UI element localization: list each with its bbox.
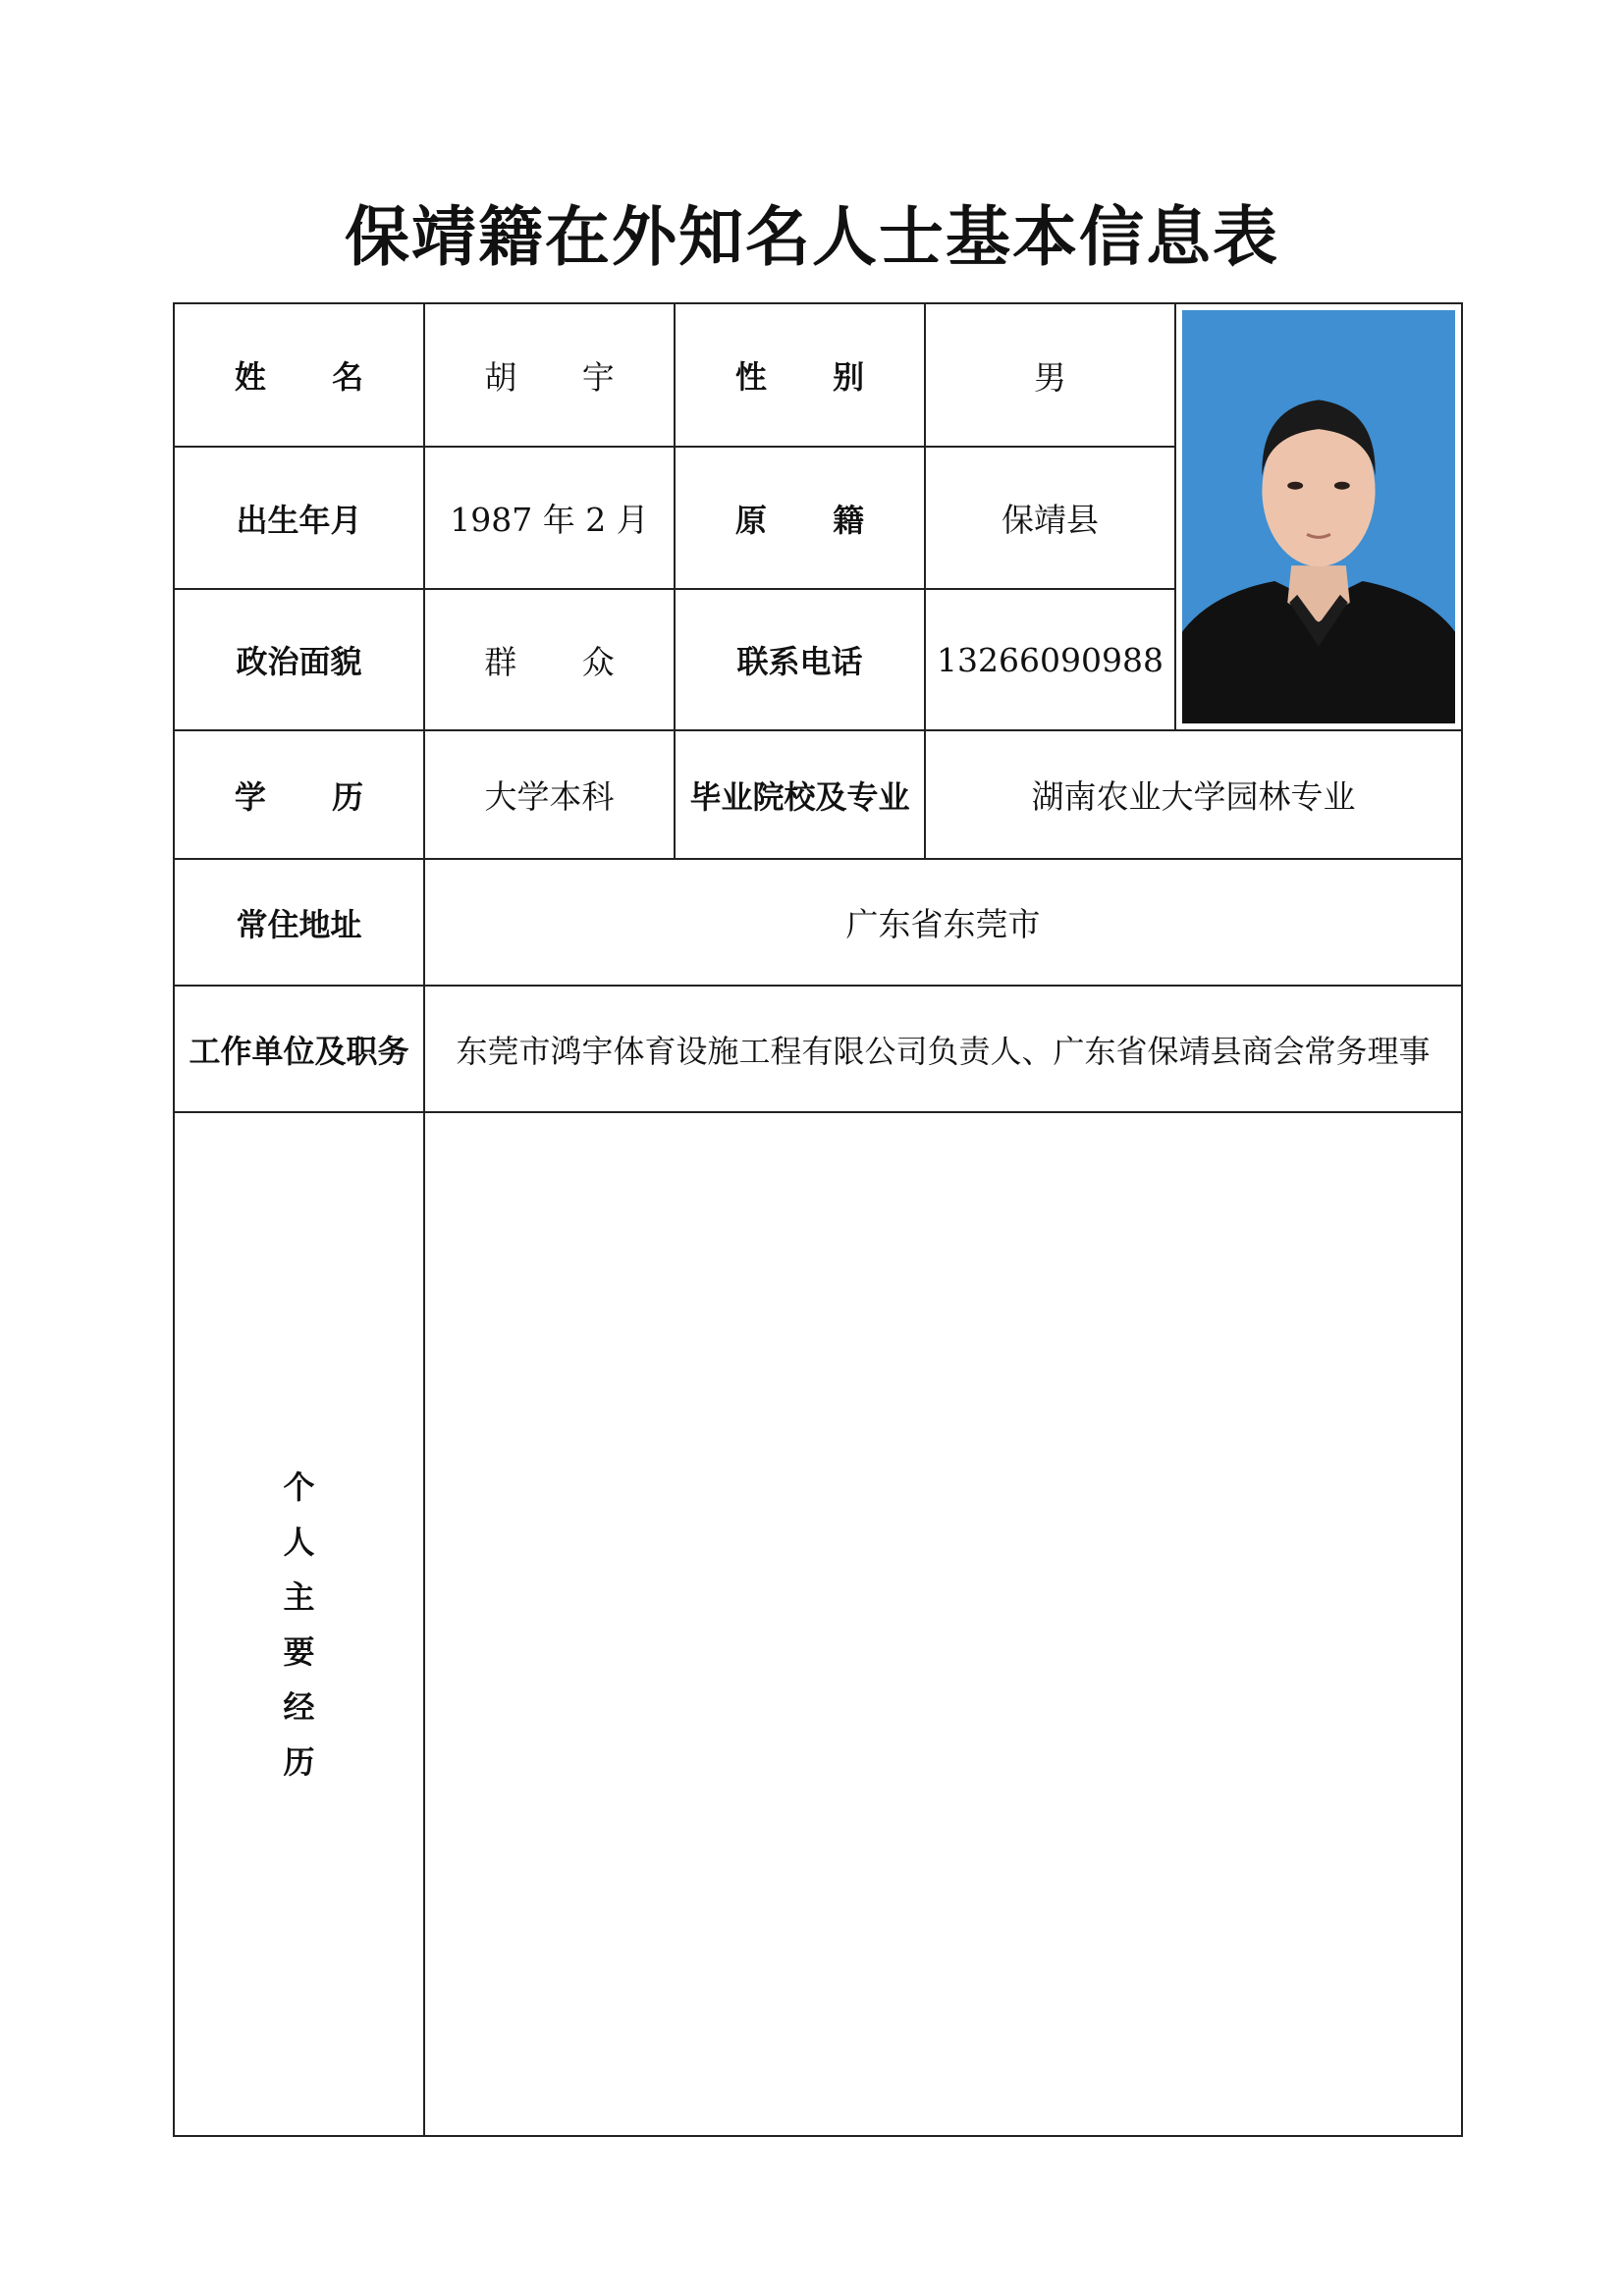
value-name: 胡 宇 xyxy=(423,302,676,448)
value-experience xyxy=(423,1111,1463,2137)
value-address: 广东省东莞市 xyxy=(423,858,1463,987)
value-education: 大学本科 xyxy=(423,729,676,860)
experience-char: 历 xyxy=(283,1742,315,1781)
portrait-icon xyxy=(1182,310,1455,723)
value-birth: 1987 年 2 月 xyxy=(423,446,676,590)
experience-char: 主 xyxy=(283,1577,315,1616)
value-work: 东莞市鸿宇体育设施工程有限公司负责人、广东省保靖县商会常务理事 xyxy=(423,985,1463,1113)
value-phone: 13266090988 xyxy=(924,588,1176,731)
label-school: 毕业院校及专业 xyxy=(674,729,926,860)
label-address: 常住地址 xyxy=(173,858,425,987)
label-experience xyxy=(173,1111,425,2137)
photo-cell xyxy=(1174,302,1463,731)
page-title: 保靖籍在外知名人士基本信息表 xyxy=(345,199,1279,275)
label-work: 工作单位及职务 xyxy=(173,985,425,1113)
value-gender: 男 xyxy=(924,302,1176,448)
label-political: 政治面貌 xyxy=(173,588,425,731)
experience-char: 经 xyxy=(283,1687,315,1726)
label-origin: 原 籍 xyxy=(674,446,926,590)
experience-char: 要 xyxy=(283,1632,315,1671)
label-gender: 性 别 xyxy=(674,302,926,448)
experience-char: 个 xyxy=(283,1468,315,1506)
portrait-photo xyxy=(1182,310,1455,723)
label-education: 学 历 xyxy=(173,729,425,860)
label-name: 姓 名 xyxy=(173,302,425,448)
value-political: 群 众 xyxy=(423,588,676,731)
value-school: 湖南农业大学园林专业 xyxy=(924,729,1463,860)
experience-char: 人 xyxy=(283,1522,315,1561)
value-origin: 保靖县 xyxy=(924,446,1176,590)
label-phone: 联系电话 xyxy=(674,588,926,731)
label-birth: 出生年月 xyxy=(173,446,425,590)
